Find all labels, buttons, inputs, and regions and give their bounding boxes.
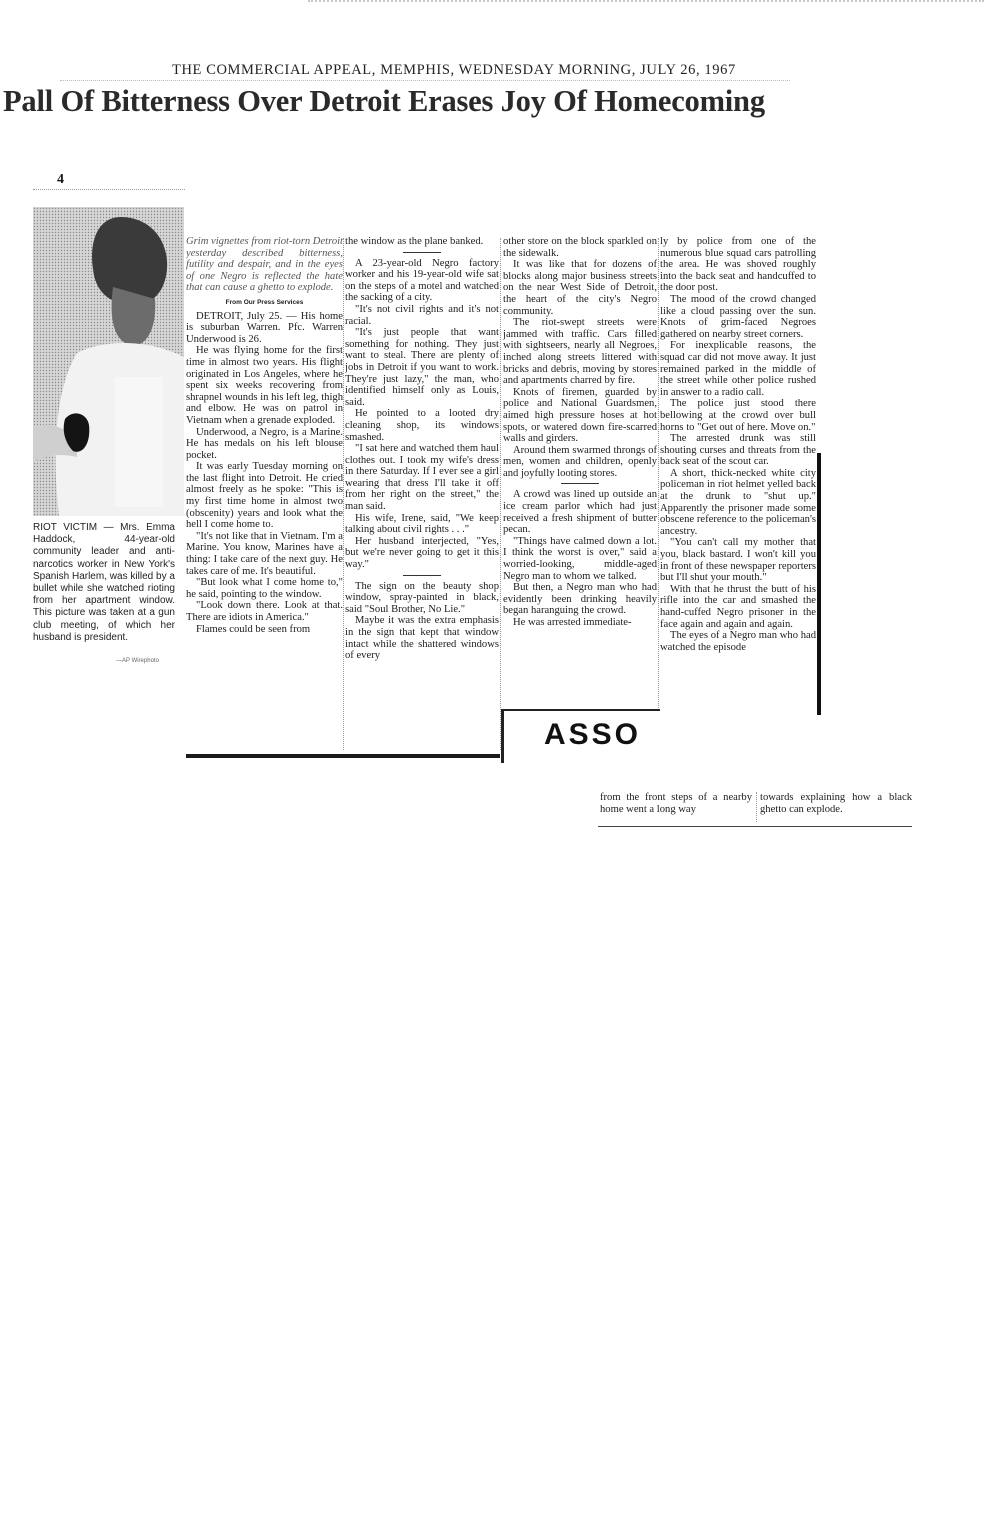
- article-column-2: [345, 236, 499, 752]
- paragraph: The police just stood there bellowing at the crowd over bull horns to "Get out of here. Move on.": [660, 398, 816, 433]
- page-number-rule: [33, 189, 185, 190]
- paragraph: DETROIT, July 25. — His home is suburban Warren. Pfc. Warren Underwood is 26.: [186, 310, 343, 345]
- article-column-3: [503, 236, 657, 708]
- column-rule: [500, 238, 501, 750]
- paragraph: His wife, Irene, said, "We keep talking about civil rights . . .": [345, 512, 499, 536]
- paragraph: the window as the plane banked.: [345, 236, 484, 247]
- article-column-5: [600, 792, 752, 822]
- paragraph: Flames could be seen from: [196, 623, 311, 635]
- article-column-4: [660, 236, 816, 782]
- section-separator: [403, 252, 441, 253]
- paragraph: He was arrested immediate-: [513, 617, 632, 628]
- paragraph: "It's not civil rights and it's not racial.: [345, 303, 499, 327]
- article-column-6: [760, 792, 912, 822]
- news-source: From Our Press Services: [225, 298, 304, 306]
- paragraph: towards explaining how a black ghetto can explode.: [760, 792, 912, 815]
- photo-credit: —AP Wirephoto: [116, 658, 159, 664]
- paragraph: "It's not like that in Vietnam. I'm a Marine. You know, Marines have a thing: I take care of the next guy. He takes care of me. It's beautiful.: [186, 530, 343, 577]
- paragraph: A crowd was lined up outside an ice cream parlor which had just received a fresh shipment of butter pecan.: [503, 489, 657, 536]
- paragraph: ly by police from one of the numerous blue squad cars patrolling the area. He was shoved roughly into the back seat and handcuffed to the door post.: [660, 236, 816, 294]
- paragraph: other store on the block sparkled on the sidewalk.: [503, 236, 657, 259]
- paragraph: from the front steps of a nearby home went a long way: [600, 792, 752, 815]
- paragraph: "You can't call my mother that you, black bastard. I won't kill you in front of these newspaper reporters but I'll shut your mouth.": [660, 537, 816, 584]
- riot-victim-photo: [33, 207, 184, 516]
- paragraph: It was early Tuesday morning on the last flight into Detroit. He cried almost freely as he spoke: "This is my first time home in almost two (obscenity) years and look what the hell I come home to.: [186, 461, 343, 531]
- paragraph: Knots of firemen, guarded by police and National Guardsmen, aimed high pressure hoses at hot spots, or watered down fire-scarred walls and girders.: [503, 386, 657, 445]
- paragraph: A short, thick-necked white city policeman in riot helmet yelled back at the drunk to "shut up." Apparently the prisoner made some obscene reference to the policeman's ancestry.: [660, 467, 816, 537]
- paragraph: The arrested drunk was still shouting curses and threats from the back seat of the scout car.: [660, 433, 816, 468]
- paragraph: But then, a Negro man who had evidently been drinking heavily began haranguing the crowd.: [503, 582, 657, 617]
- newspaper-masthead: THE COMMERCIAL APPEAL, MEMPHIS, WEDNESDAY MORNING, JULY 26, 1967: [172, 62, 736, 78]
- paragraph: He was flying home for the first time in almost two years. His flight originated in Los Angeles, where he spent six weeks recovering from shrapnel wounds in his left leg, thigh and elbow. He was on patrol in Vietnam when a grenade exploded.: [186, 345, 343, 426]
- paragraph: "But look what I come home to," he said, pointing to the window.: [186, 577, 343, 600]
- article-end-rule: [598, 826, 912, 827]
- paragraph: "Look down there. Look at that. There are idiots in America.": [186, 600, 343, 623]
- paragraph: The mood of the crowd changed like a cloud passing over the sun. Knots of grim-faced Negroes gathered on nearby street corners.: [660, 293, 816, 340]
- paragraph: "It's just people that want something for nothing. They just want to steal. There are plenty of jobs in Detroit if you want to work. They're just lazy," the man, who identified himself only as Louis, said.: [345, 327, 499, 408]
- paragraph: For inexplicable reasons, the squad car did not move away. It just remained parked in the middle of the street while other police rushed in answer to a radio call.: [660, 340, 816, 398]
- column-rule: [343, 238, 344, 750]
- advertisement-text: ASSO: [544, 718, 642, 751]
- paragraph: Around them swarmed throngs of men, women and children, openly and joyfully looting stores.: [503, 444, 657, 479]
- page-number: 4: [57, 172, 64, 187]
- article-column-1: [186, 236, 343, 752]
- paragraph: The riot-swept streets were jammed with traffic. Cars filled with sightseers, nearly all Negroes, inched along streets littered with bricks and debris, moving by stores and apartments charred by fire.: [503, 317, 657, 387]
- paragraph: A 23-year-old Negro factory worker and his 19-year-old wife sat on the steps of a motel and watched the sacking of a city.: [345, 257, 499, 304]
- column-edge-bar: [817, 453, 821, 715]
- paragraph: "Things have calmed down a lot. I think the worst is over," said a worried-looking, middle-aged Negro man to whom we talked.: [503, 535, 657, 582]
- paragraph: "I sat here and watched them haul clothes out. I took my wife's dress in there Saturday. If I ever see a girl wearing that dress I'll take it off from her right on the street," the man said.: [345, 443, 499, 513]
- top-dotted-border: [308, 0, 984, 2]
- masthead-rule: [60, 80, 790, 81]
- photo-illustration: [33, 207, 184, 516]
- paragraph: It was like that for dozens of blocks along major business streets on the near West Side of Detroit, the heart of the city's Negro community.: [503, 259, 657, 317]
- paragraph: Underwood, a Negro, is a Marine. He has medals on his left blouse pocket.: [186, 426, 343, 461]
- paragraph: Her husband interjected, "Yes, but we're never going to get it this way.": [345, 535, 499, 571]
- photo-caption: RIOT VICTIM — Mrs. Emma Haddock, 44-year-old community leader and anti-narcotics worker in New York's Spanish Harlem, was killed by a bullet while she watched rioting from her apartment window. This picture was taken at a gun club meeting, of which her husband is president.: [33, 522, 175, 643]
- headline: Pall Of Bitterness Over Detroit Erases Joy Of Homecoming: [3, 84, 765, 118]
- paragraph: He pointed to a looted dry cleaning shop, its windows smashed.: [345, 408, 499, 443]
- column-rule: [756, 792, 757, 822]
- paragraph: The eyes of a Negro man who had watched the episode: [660, 630, 816, 653]
- paragraph: With that he thrust the butt of his rifle into the car and smashed the hand-cuffed Negro prisoner in the face again and again and again.: [660, 583, 816, 630]
- bottom-rule-bar: [186, 754, 500, 758]
- section-separator: [403, 575, 441, 576]
- column-rule: [658, 238, 659, 708]
- paragraph: Maybe it was the extra emphasis in the sign that kept that window intact while the shattered windows of every: [345, 615, 499, 662]
- section-separator: [561, 483, 599, 484]
- paragraph: The sign on the beauty shop window, spray-painted in black, said "Soul Brother, No Lie.": [345, 580, 499, 615]
- article-intro: Grim vignettes from riot-torn Detroit yesterday described bitterness, futility and despair, and in the eyes of one Negro is reflected the hate that can cause a ghetto to explode.: [186, 236, 343, 294]
